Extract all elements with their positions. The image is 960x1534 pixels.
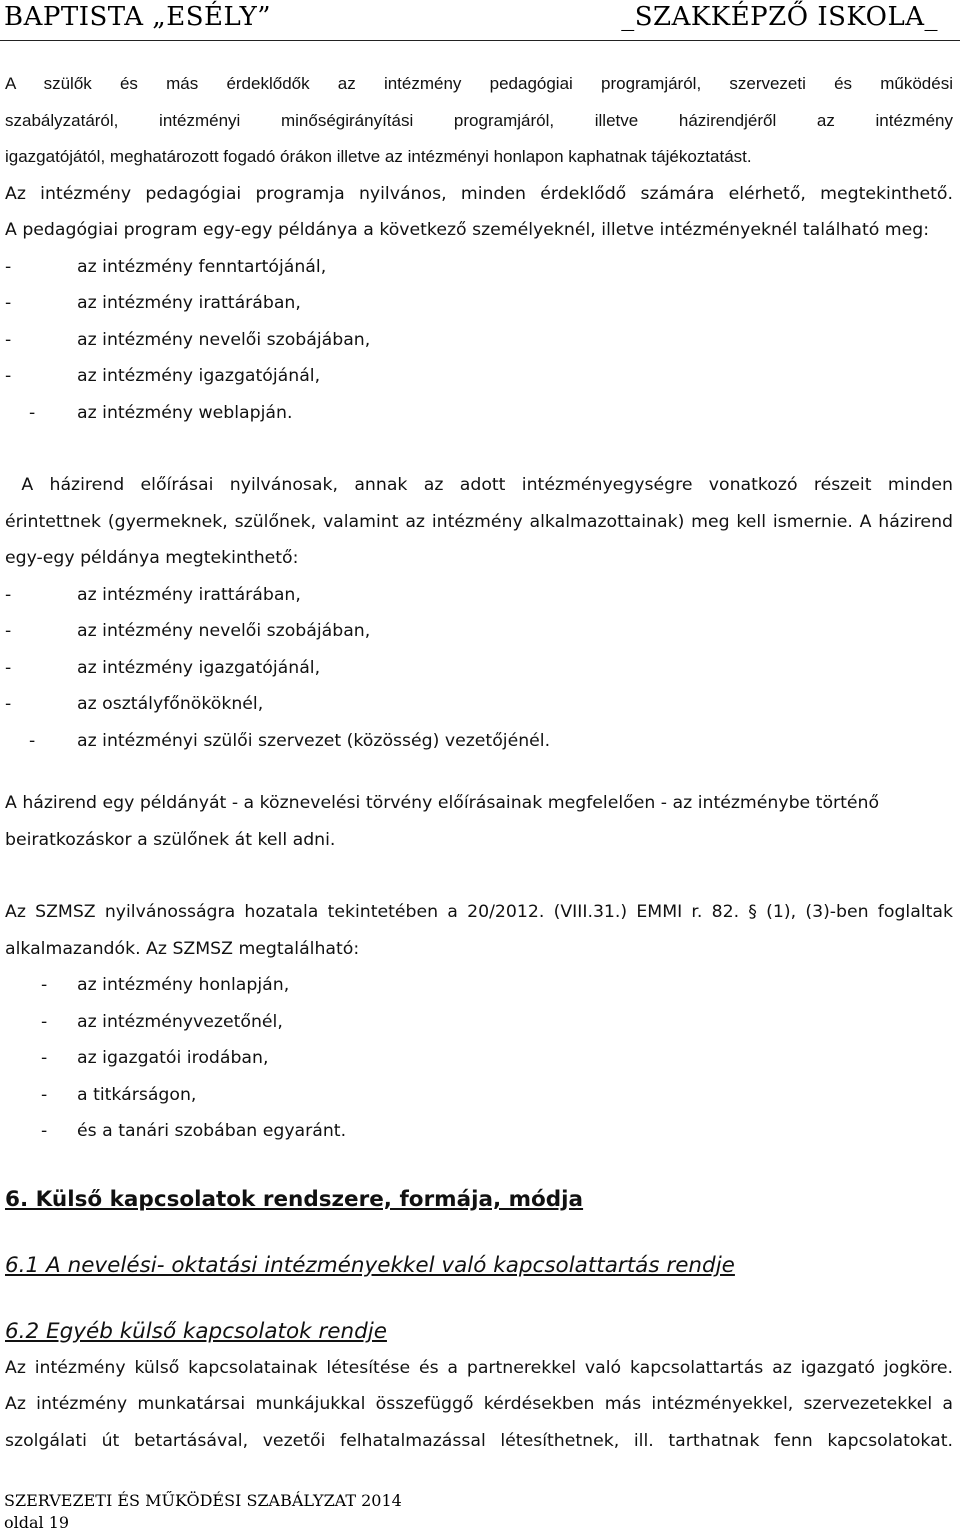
header-school-name: BAPTISTA „ESÉLY” [4,2,272,32]
dash-bullet: - [5,657,12,678]
list-item: - az igazgatói irodában, [5,1040,953,1077]
text-line: szolgálati út betartásával, vezetői felhatalmazással létesíthetnek, ill. tarthatnak fenn kapcsolatokat. [5,1430,953,1451]
text-line: egy-egy példánya megtekinthető: [5,548,299,568]
text-line: szabályzatáról, intézményi minőségirányítási programjáról, illetve házirendjéről az intézmény [5,110,953,130]
list-item: - az intézmény weblapján. [5,395,953,432]
list-item: - az osztályfőnököknél, [5,686,953,723]
text-line: Az SZMSZ nyilvánosságra hozatala tekintetében a 20/2012. (VIII.31.) EMMI r. 82. § (1), (3)-ben foglaltak [5,902,953,922]
list-item: - az intézmény igazgatójánál, [5,358,953,395]
subsection-heading-6-1: 6.1 A nevelési- oktatási intézményekkel való kapcsolattartás rendje [5,1252,735,1278]
list-item: - és a tanári szobában egyaránt. [5,1113,953,1150]
footer-document-title: SZERVEZETI ÉS MŰKÖDÉSI SZABÁLYZAT 2014 [4,1491,402,1510]
list-item: - az intézmény irattárában, [5,285,953,322]
paragraph-program-public: Az intézmény pedagógiai programja nyilvános, minden érdeklődő számára elérhető, megtekinthető. [5,183,953,204]
subsection-heading-6-2: 6.2 Egyéb külső kapcsolatok rendje [5,1318,387,1344]
dash-bullet: - [29,402,36,423]
list-item: - az intézményvezetőnél, [5,1004,953,1041]
program-locations-list [5,249,953,432]
text-line: A szülők és más érdeklődők az intézmény pedagógiai programjáról, szervezeti és működési [5,74,953,93]
dash-bullet: - [41,1011,48,1032]
text-line: igazgatójától, meghatározott fogadó órákon illetve az intézményi honlapon kaphatnak tájékoztatást. [5,147,752,166]
house-rules-locations-list [5,577,953,760]
list-item: - az intézmény nevelői szobájában, [5,322,953,359]
list-item: - az intézmény irattárában, [5,577,953,614]
footer-page-number: oldal 19 [4,1513,70,1532]
dash-bullet: - [5,329,12,350]
dash-bullet: - [41,1084,48,1105]
page-header [0,0,960,41]
text-line: A házirend egy példányát - a köznevelési törvény előírásainak megfelelően - az intézménybe történő [5,793,880,813]
text-line: érintettnek (gyermeknek, szülőnek, valamint az intézmény alkalmazottainak) meg kell ismernie. A házirend [5,511,953,532]
text-line: alkalmazandók. Az SZMSZ megtalálható: [5,938,360,959]
page-footer [4,1490,402,1534]
text-line: A házirend előírásai nyilvánosak, annak az adott intézményegységre vonatkozó részeit minden [5,475,953,495]
list-item: - az intézményi szülői szervezet (közösség) vezetőjénél. [5,723,953,760]
dash-bullet: - [5,621,12,641]
text-line: beiratkozáskor a szülőnek át kell adni. [5,829,336,850]
dash-bullet: - [41,975,48,995]
dash-bullet: - [41,1121,48,1141]
paragraph-external-relations: Az intézmény külső kapcsolatainak létesítése és a partnerekkel való kapcsolattartás az igazgató jogköre. [5,1357,953,1378]
paragraph-program-copies: A pedagógiai program egy-egy példánya a következő személyeknél, illetve intézményeknél található meg: [5,220,930,240]
dash-bullet: - [5,293,12,313]
dash-bullet: - [5,256,12,277]
dash-bullet: - [5,366,12,386]
list-item: - a titkárságon, [5,1077,953,1114]
dash-bullet: - [5,694,12,714]
text-line: Az intézmény munkatársai munkájukkal összefüggő kérdésekben más intézményekkel, szervezetekkel a [5,1394,953,1414]
list-item: - az intézmény nevelői szobájában, [5,613,953,650]
paragraph-contact-info [5,66,953,176]
szmsz-locations-list [5,967,953,1150]
dash-bullet: - [5,584,12,605]
section-heading-6: 6. Külső kapcsolatok rendszere, formája, módja [5,1186,584,1212]
list-item: - az intézmény fenntartójánál, [5,249,953,286]
dash-bullet: - [29,730,36,751]
header-school-type: _SZAKKÉPZŐ ISKOLA_ [621,2,938,32]
list-item: - az intézmény honlapján, [5,967,953,1004]
document-body [5,66,953,1459]
list-item: - az intézmény igazgatójánál, [5,650,953,687]
dash-bullet: - [41,1048,48,1068]
